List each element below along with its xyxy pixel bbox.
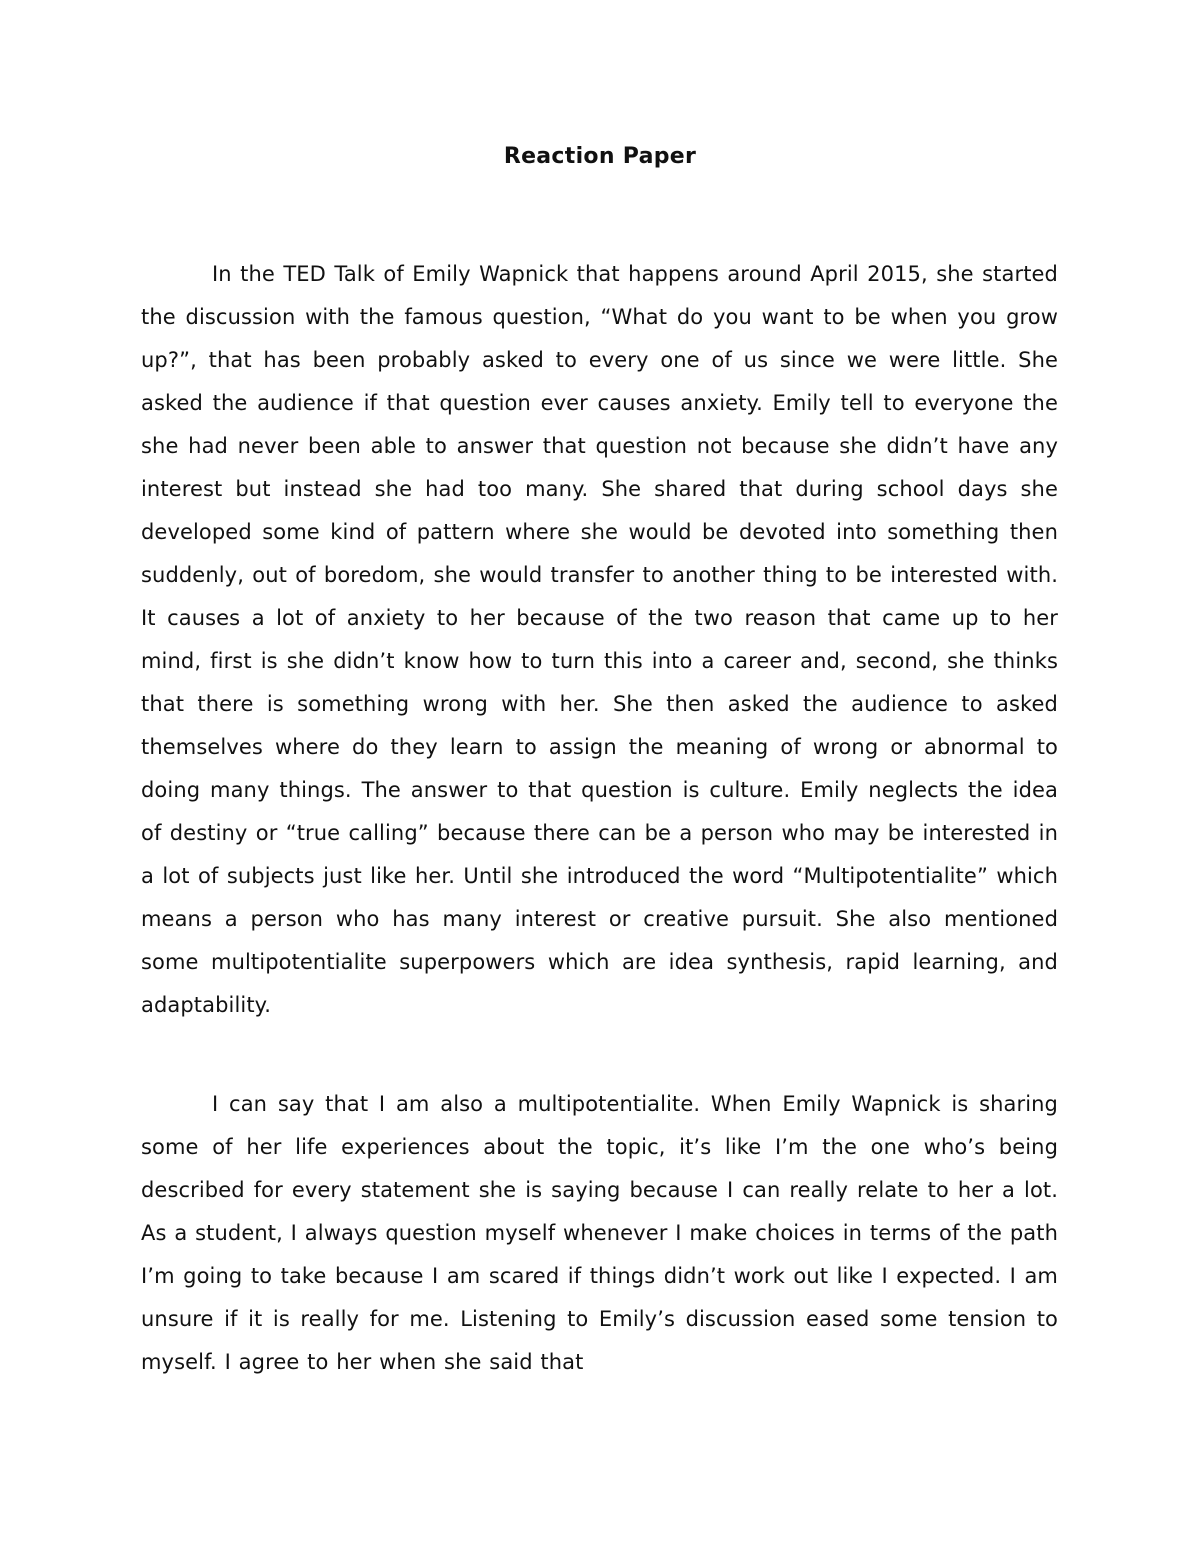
paragraph-2: I can say that I am also a multipotentialite. When Emily Wapnick is sharing some of her life experiences about the topic, it’s like I’m the one who’s being described for every statement she is saying because I can really relate to her a lot. As a student, I always question myself whenever I make choices in terms of the path I’m going to take because I am scared if things didn’t work out like I expected. I am unsure if it is really for me. Listening to Emily’s discussion eased some tension to myself. I agree to her when she said that	[141, 1092, 1058, 1374]
paragraph-1: In the TED Talk of Emily Wapnick that happens around April 2015, she started the discussion with the famous question, “What do you want to be when you grow up?”, that has been probably asked to every one of us since we were little. She asked the audience if that question ever causes anxiety. Emily tell to everyone the she had never been able to answer that question not because she didn’t have any interest but instead she had too many. She shared that during school days she developed some kind of pattern where she would be devoted into something then suddenly, out of boredom, she would transfer to another thing to be interested with. It causes a lot of anxiety to her because of the two reason that came up to her mind, first is she didn’t know how to turn this into a career and, second, she thinks that there is something wrong with her. She then asked the audience to asked themselves where do they learn to assign the meaning of wrong or abnormal to doing many things. The answer to that question is culture. Emily neglects the idea of destiny or “true calling” because there can be a person who may be interested in a lot of subjects just like her. Until she introduced the word “Multipotentialite” which means a person who has many interest or creative pursuit. She also mentioned some multipotentialite superpowers which are idea synthesis, rapid learning, and adaptability.	[141, 262, 1058, 1017]
document-title: Reaction Paper	[503, 144, 697, 169]
